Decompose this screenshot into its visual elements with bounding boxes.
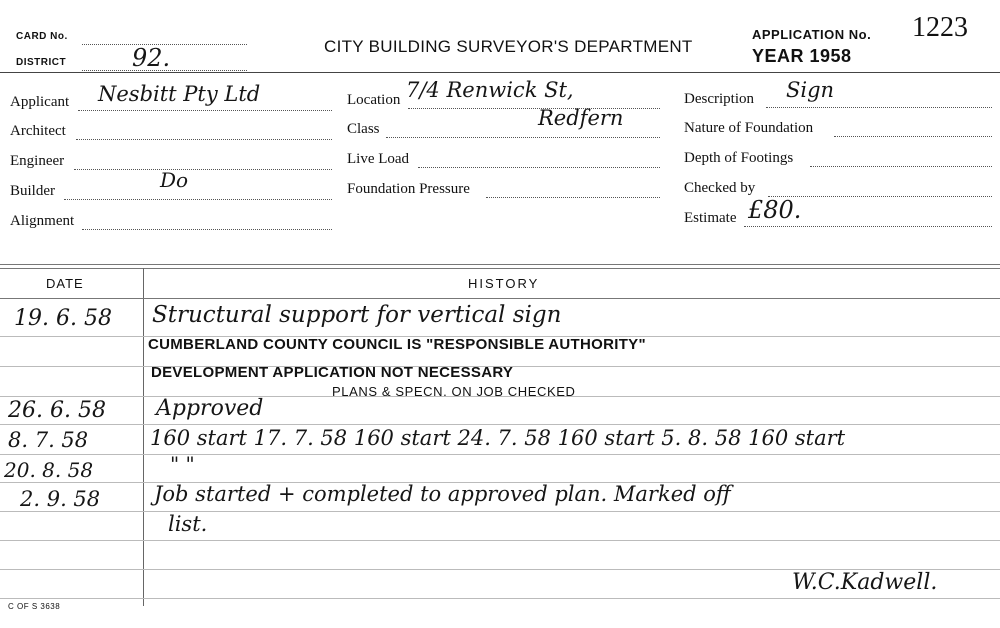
- history-entry: Structural support for vertical sign: [152, 302, 562, 328]
- architect-line: [76, 139, 332, 140]
- engineer-line: [74, 169, 332, 170]
- application-no-label: APPLICATION No.: [752, 27, 872, 42]
- depth-of-footings-line: [810, 166, 992, 167]
- row-rule: [0, 540, 1000, 541]
- location-value-2: Redfern: [538, 106, 624, 130]
- history-header: HISTORY: [468, 276, 540, 291]
- date-header: DATE: [46, 276, 84, 291]
- history-date: 19. 6. 58: [14, 306, 112, 331]
- history-entry: PLANS & SPECN. ON JOB CHECKED: [332, 384, 576, 399]
- history-entry: Job started + completed to approved plan. Marked off: [154, 482, 731, 506]
- row-rule: [0, 511, 1000, 512]
- history-date: 2. 9. 58: [20, 487, 101, 511]
- history-entry: DEVELOPMENT APPLICATION NOT NECESSARY: [151, 364, 514, 381]
- estimate-label: Estimate: [684, 210, 737, 226]
- alignment-line: [82, 229, 332, 230]
- live-load-line: [418, 167, 660, 168]
- header-divider: [0, 72, 1000, 73]
- alignment-label: Alignment: [10, 213, 75, 229]
- description-label: Description: [684, 91, 754, 107]
- department-title: CITY BUILDING SURVEYOR'S DEPARTMENT: [324, 37, 693, 56]
- history-column-divider: [143, 268, 144, 606]
- estimate-value: £80.: [748, 196, 802, 224]
- application-no-value: 1223: [912, 12, 968, 43]
- builder-line: [64, 199, 332, 200]
- history-date: 26. 6. 58: [8, 398, 106, 423]
- engineer-label: Engineer: [10, 153, 65, 169]
- history-entry: 160 start 17. 7. 58 160 start 24. 7. 58 160 start 5. 8. 58 160 start: [150, 426, 846, 450]
- applicant-line: [78, 110, 332, 111]
- foundation-pressure-label: Foundation Pressure: [347, 181, 470, 197]
- year-label: YEAR 1958: [752, 46, 852, 66]
- history-entry: " ": [170, 452, 195, 476]
- location-value: 7/4 Renwick St,: [406, 78, 574, 102]
- history-header-rule: [0, 298, 1000, 299]
- applicant-label: Applicant: [10, 94, 70, 110]
- history-date: 20. 8. 58: [4, 458, 94, 482]
- builder-label: Builder: [10, 183, 55, 199]
- history-entry: Approved: [156, 396, 264, 421]
- district-label: DISTRICT: [16, 57, 67, 68]
- row-rule: [0, 424, 1000, 425]
- nature-of-foundation-line: [834, 136, 992, 137]
- nature-of-foundation-label: Nature of Foundation: [684, 120, 814, 136]
- depth-of-footings-label: Depth of Footings: [684, 150, 794, 166]
- estimate-line: [744, 226, 992, 227]
- description-value: Sign: [786, 78, 835, 102]
- class-label: Class: [347, 121, 380, 137]
- history-top-rule: [0, 264, 1000, 265]
- checked-by-label: Checked by: [684, 180, 756, 196]
- history-entry: CUMBERLAND COUNTY COUNCIL IS "RESPONSIBLE AUTHORITY": [148, 336, 646, 353]
- architect-label: Architect: [10, 123, 66, 139]
- description-line: [766, 107, 992, 108]
- card-no-label: CARD No.: [16, 31, 68, 42]
- district-value: 92.: [132, 44, 171, 72]
- row-rule: [0, 454, 1000, 455]
- applicant-value: Nesbitt Pty Ltd: [98, 82, 261, 106]
- history-date: 8. 7. 58: [8, 428, 89, 452]
- checked-by-line: [768, 196, 992, 197]
- location-label: Location: [347, 92, 401, 108]
- history-entry: list.: [168, 512, 208, 536]
- row-rule: [0, 598, 1000, 599]
- history-top-rule-2: [0, 268, 1000, 269]
- form-code: C OF S 3638: [8, 602, 61, 611]
- class-line: [386, 137, 660, 138]
- signature: W.C.Kadwell.: [792, 570, 938, 595]
- foundation-pressure-line: [486, 197, 660, 198]
- live-load-label: Live Load: [347, 151, 410, 167]
- builder-value: Do: [160, 168, 189, 192]
